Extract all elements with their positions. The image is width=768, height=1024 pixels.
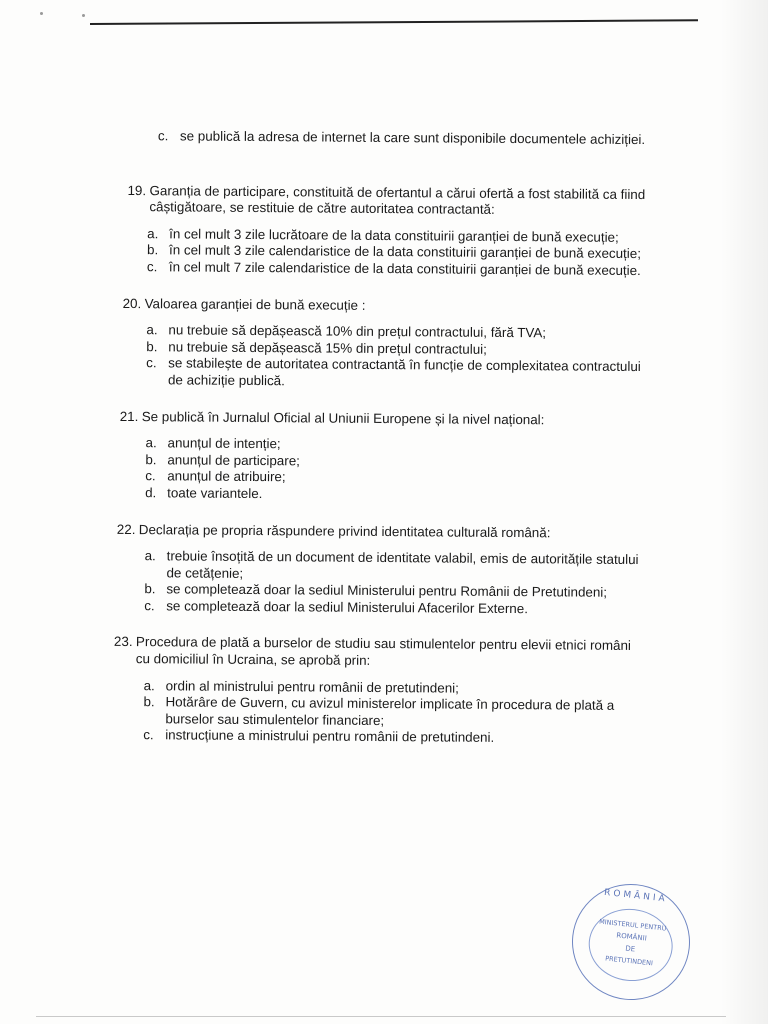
option-letter: b. (143, 694, 155, 710)
option-text: trebuie însoțită de un document de identitate valabil, emis de autoritățile statului de cetățenie; (166, 548, 639, 581)
option-text: ordin al ministrului pentru românii de pretutindeni; (165, 677, 459, 696)
option-text: nu trebuie să depășească 10% din prețul contractului, fără TVA; (168, 322, 547, 341)
question-text: Valoarea garanției de bună execuție : (144, 295, 366, 313)
option-text: se stabilește de autoritatea contractantă în funcție de complexitatea contractului de achiziție publică. (167, 355, 641, 389)
option (144, 598, 644, 619)
option-letter: b. (145, 451, 157, 467)
option-list (144, 548, 645, 618)
option (143, 728, 643, 749)
option-letter: c. (146, 259, 158, 275)
option-letter: a. (144, 548, 156, 564)
scan-speck (82, 14, 85, 17)
option-text: se completează doar la sediul Ministerului pentru Românii de Pretutindeni; (166, 581, 608, 601)
question-number: 21. (119, 408, 139, 424)
option-text: se publică la adresa de internet la care sunt disponibile documentele achiziției. (179, 128, 646, 148)
stamp-line: DE (624, 944, 636, 954)
question-19 (127, 183, 648, 280)
option-text: în cel mult 7 zile calendaristice de la data constituirii garanției de bună execuție. (168, 259, 641, 279)
question-stem (127, 183, 647, 220)
question-text: Procedura de plată a burselor de studiu sau stimulentelor pentru elevii etnici români cu domiciliul în Ucraina, se aprobă prin: (135, 634, 631, 668)
question-text: Se publică în Jurnalul Oficial al Uniunii Europene și la nivel național: (141, 408, 545, 427)
option-text: în cel mult 3 zile calendaristice de la data constituirii garanției de bună execuție; (168, 242, 642, 262)
option-letter: a. (143, 677, 155, 693)
option-letter: c. (157, 128, 169, 144)
question-number: 22. (116, 521, 136, 537)
question-number: 19. (127, 182, 147, 198)
option (158, 128, 648, 148)
ministry-stamp (566, 878, 695, 1006)
option-letter: c. (145, 468, 156, 484)
option (147, 259, 647, 280)
question-stem (120, 408, 646, 429)
option-text: în cel mult 3 zile lucrătoare de la data constituirii garanției de bună execuție; (169, 226, 619, 245)
question-20 (122, 295, 647, 393)
option-letter: a. (145, 435, 157, 451)
stamp-line: ROMÂNII (615, 931, 648, 943)
option-list (143, 678, 644, 748)
option-text: anunțul de participare; (167, 452, 300, 469)
option (145, 485, 645, 506)
option-text: Hotărâre de Guvern, cu avizul ministerelor implicate în procedura de plată a burselor sau stimulentelor financiare; (165, 694, 615, 728)
header-rule (90, 19, 698, 25)
option-letter: a. (147, 225, 159, 242)
option-list (145, 435, 646, 505)
scan-speck (40, 12, 43, 15)
document-body (113, 128, 648, 768)
question-text: Garanția de participare, constituită de ofertantul a cărui ofertă a fost stabilită ca fiind câștigătoare, se restituie de către autoritatea contractantă: (149, 182, 646, 218)
option-letter: c. (146, 355, 157, 371)
option-letter: c. (143, 727, 154, 743)
stamp-line: PRETUTINDENI (604, 954, 654, 968)
question-text: Declarația pe propria răspundere privind identitatea culturală română: (138, 521, 551, 540)
option-text: anunțul de atribuire; (167, 468, 286, 485)
question-21 (119, 408, 646, 506)
question-stem (123, 296, 647, 317)
option-list (146, 322, 647, 392)
question-number: 20. (122, 295, 142, 311)
option-letter: a. (146, 322, 158, 338)
option-letter: b. (144, 581, 156, 597)
question-stem (114, 634, 644, 671)
page-bottom-edge (36, 1016, 726, 1017)
option-text: se completează doar la sediul Ministerului Afacerilor Externe. (166, 598, 529, 617)
question-23 (113, 634, 644, 748)
option-letter: c. (144, 598, 155, 614)
option-letter: d. (145, 485, 157, 501)
option-text: toate variantele. (167, 485, 263, 501)
option (144, 548, 644, 585)
option-text: anunțul de intenție; (167, 435, 281, 452)
page-edge-shadow (720, 0, 768, 1024)
stamp-line: MINISTERUL PENTRU (598, 917, 667, 933)
option-letter: b. (146, 242, 159, 258)
question-number: 23. (113, 634, 133, 650)
option-text: nu trebuie să depășească 15% din prețul contractului; (168, 339, 487, 357)
option-text: instrucțiune a ministrului pentru românii de pretutindeni. (165, 727, 495, 746)
stamp-top-text: ROMÂNIA (603, 887, 669, 905)
question-22 (116, 521, 645, 618)
option-letter: b. (146, 338, 158, 354)
option (146, 355, 646, 392)
question-stem (117, 521, 645, 542)
option-list (147, 226, 647, 280)
option (143, 694, 643, 731)
item-18-continuation (158, 128, 648, 148)
